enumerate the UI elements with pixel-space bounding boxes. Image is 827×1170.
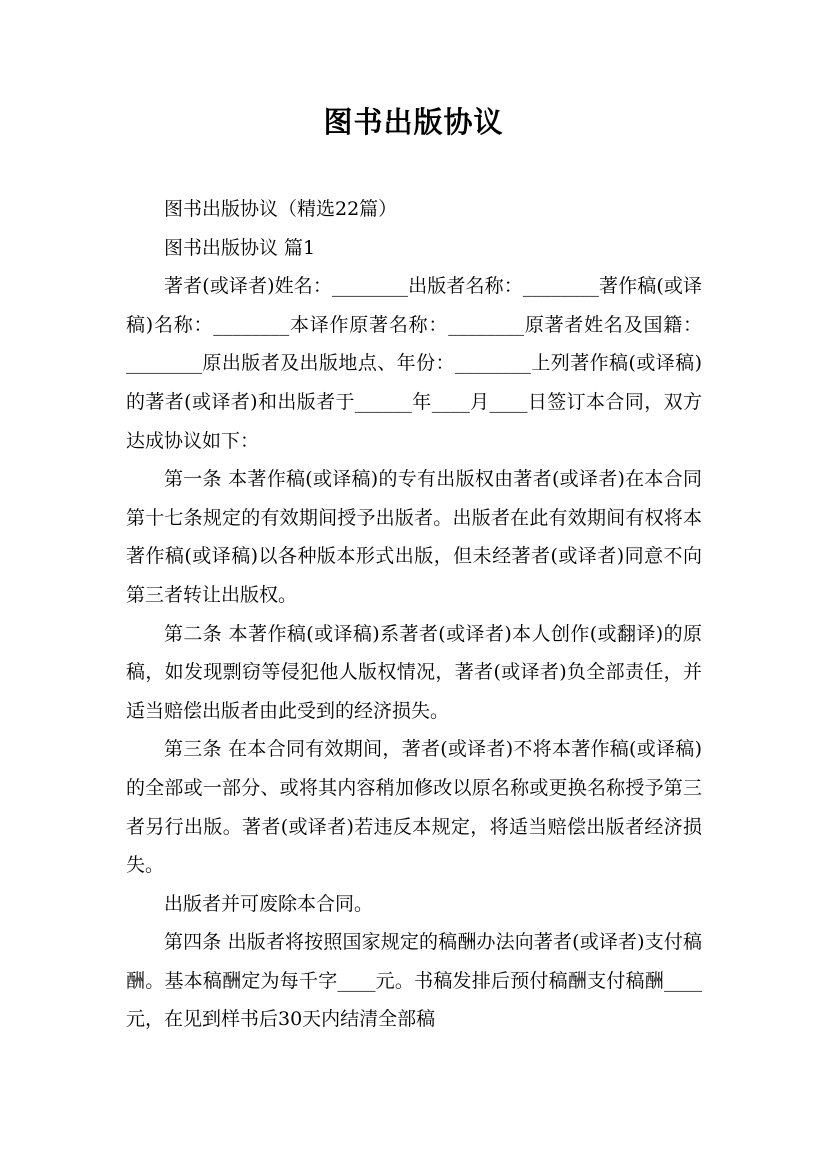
document-title: 图书出版协议 bbox=[323, 105, 504, 139]
article-3-paragraph: 第三条 在本合同有效期间，著者(或译者)不将本著作稿(或译稿)的全部或一部分、或将其内容稍加修改以原名称或更换名称授予第三者另行出版。著者(或译者)若违反本规定，将适当赔偿出版者经济损失。 bbox=[126, 738, 702, 877]
section-heading: 图书出版协议 篇1 bbox=[164, 236, 316, 259]
document-body bbox=[126, 190, 702, 1039]
article-2-paragraph: 第二条 本著作稿(或译稿)系著者(或译者)本人创作(或翻译)的原稿，如发现剽窃等侵犯他人版权情况，著者(或译者)负全部责任，并适当赔偿出版者由此受到的经济损失。 bbox=[126, 622, 702, 722]
article-3-continuation: 出版者并可废除本合同。 bbox=[164, 892, 374, 915]
article-1-paragraph: 第一条 本著作稿(或译稿)的专有出版权由著者(或译者)在本合同第十七条规定的有效期间授予出版者。出版者在此有效期间有权将本著作稿(或译稿)以各种版本形式出版，但未经著者(或译者)同意不向第三者转让出版权。 bbox=[126, 468, 702, 606]
subtitle-paragraph: 图书出版协议（精选22篇） bbox=[164, 198, 398, 220]
parties-paragraph: 著者(或译者)姓名：________出版者名称：________著作稿(或译稿)名称：________本译作原著名称：________原著者姓名及国籍：________原出版者及出版地点、年份：________上列著作稿(或译稿)的著者(或译者)和出版者于______年____月____日签订本合同，双方达成协议如下： bbox=[126, 275, 702, 452]
article-4-paragraph: 第四条 出版者将按照国家规定的稿酬办法向著者(或译者)支付稿酬。基本稿酬定为每千字____元。书稿发排后预付稿酬支付稿酬____元，在见到样书后30天内结清全部稿 bbox=[126, 931, 702, 1031]
